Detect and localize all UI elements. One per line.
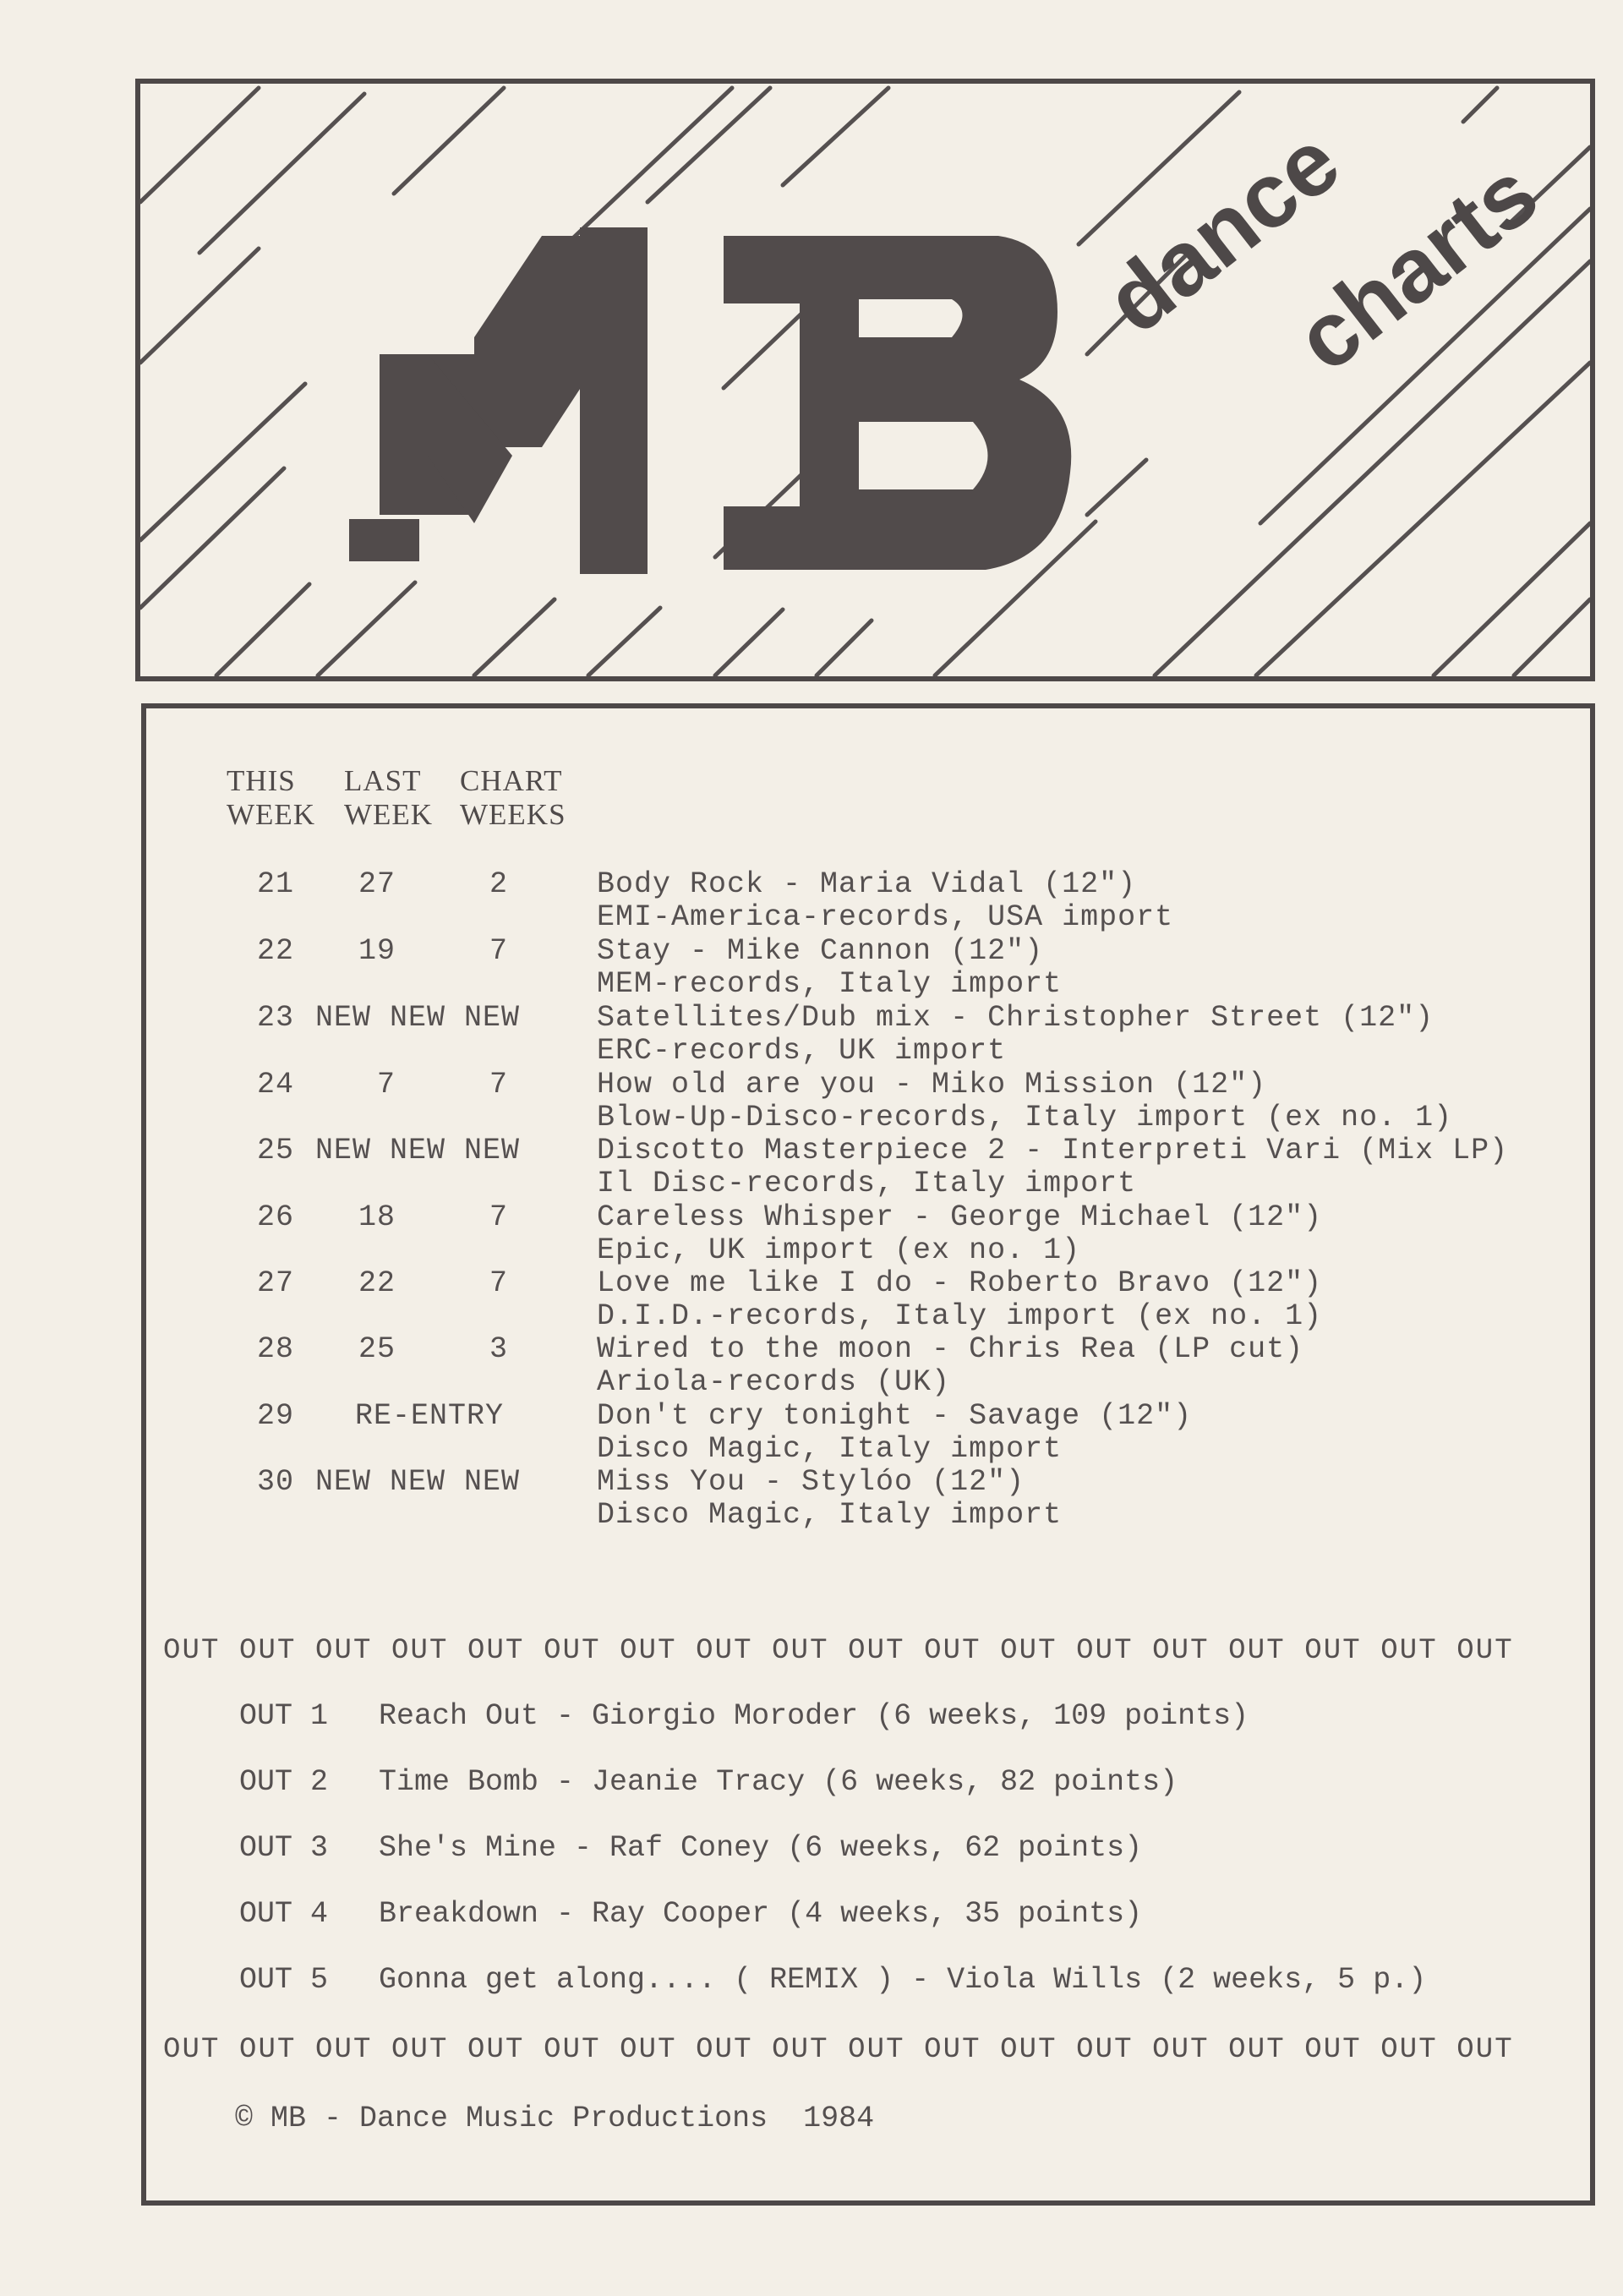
entry-new-status: NEW NEW NEW bbox=[315, 1001, 521, 1035]
entry-last-week: 22 bbox=[358, 1266, 396, 1300]
entry-this-week: 21 bbox=[256, 867, 294, 901]
out-entry-text: Time Bomb - Jeanie Tracy (6 weeks, 82 points) bbox=[379, 1765, 1178, 1799]
entry-label: EMI-America-records, USA import bbox=[597, 900, 1174, 934]
entry-label: ERC-records, UK import bbox=[597, 1034, 1007, 1068]
entry-label: Blow-Up-Disco-records, Italy import (ex no. 1) bbox=[597, 1101, 1453, 1134]
entry-chart-weeks: 2 bbox=[489, 867, 508, 901]
entry-this-week: 28 bbox=[256, 1332, 294, 1366]
entry-label: D.I.D.-records, Italy import (ex no. 1) bbox=[597, 1299, 1323, 1333]
entry-new-status: NEW NEW NEW bbox=[315, 1465, 521, 1499]
entry-chart-weeks: 7 bbox=[489, 1068, 508, 1102]
logo-artwork bbox=[140, 84, 1590, 676]
logo-header-box bbox=[135, 79, 1595, 681]
out-entry-label: OUT 2 bbox=[239, 1765, 329, 1799]
entry-last-week: 7 bbox=[376, 1068, 396, 1102]
entry-chart-weeks: 7 bbox=[489, 1266, 508, 1300]
entry-label: Il Disc-records, Italy import bbox=[597, 1167, 1137, 1200]
entry-title: Body Rock - Maria Vidal (12") bbox=[597, 867, 1137, 901]
entry-chart-weeks: 7 bbox=[489, 934, 508, 968]
out-entry-label: OUT 3 bbox=[239, 1831, 329, 1865]
logo-dance-text: dance bbox=[1086, 109, 1358, 353]
out-entry-text: Breakdown - Ray Cooper (4 weeks, 35 points) bbox=[379, 1897, 1143, 1931]
entry-last-week: 18 bbox=[358, 1200, 396, 1234]
entry-this-week: 24 bbox=[256, 1068, 294, 1102]
this-week-header-1: THIS bbox=[227, 764, 296, 797]
entry-label: Ariola-records (UK) bbox=[597, 1365, 951, 1399]
out-entry-label: OUT 5 bbox=[239, 1963, 329, 1997]
entry-chart-weeks: 7 bbox=[489, 1200, 508, 1234]
entry-this-week: 29 bbox=[256, 1399, 294, 1433]
entry-title: Careless Whisper - George Michael (12") bbox=[597, 1200, 1323, 1234]
out-entry-label: OUT 1 bbox=[239, 1699, 329, 1733]
entry-title: Discotto Masterpiece 2 - Interpreti Vari (Mix LP) bbox=[597, 1134, 1509, 1167]
entry-this-week: 30 bbox=[256, 1465, 294, 1499]
entry-title: Don't cry tonight - Savage (12") bbox=[597, 1399, 1193, 1433]
entry-title: How old are you - Miko Mission (12") bbox=[597, 1068, 1267, 1102]
entry-last-week: 19 bbox=[358, 934, 396, 968]
chart-box bbox=[141, 703, 1595, 2206]
entry-this-week: 26 bbox=[256, 1200, 294, 1234]
entry-this-week: 23 bbox=[256, 1001, 294, 1035]
entry-label: Epic, UK import (ex no. 1) bbox=[597, 1233, 1081, 1267]
out-banner-top: OUT OUT OUT OUT OUT OUT OUT OUT OUT OUT OUT OUT OUT OUT OUT OUT OUT OUT bbox=[163, 1635, 1514, 1667]
out-entry-text: Gonna get along.... ( REMIX ) - Viola Wills (2 weeks, 5 p.) bbox=[379, 1963, 1427, 1997]
entry-label: Disco Magic, Italy import bbox=[597, 1498, 1063, 1532]
chart-weeks-header-1: CHART bbox=[460, 764, 563, 797]
entry-new-status: NEW NEW NEW bbox=[315, 1134, 521, 1167]
logo-charts-text: charts bbox=[1276, 141, 1556, 391]
out-banner-bottom: OUT OUT OUT OUT OUT OUT OUT OUT OUT OUT OUT OUT OUT OUT OUT OUT OUT OUT bbox=[163, 2034, 1514, 2066]
entry-this-week: 27 bbox=[256, 1266, 294, 1300]
entry-title: Wired to the moon - Chris Rea (LP cut) bbox=[597, 1332, 1304, 1366]
entry-title: Satellites/Dub mix - Christopher Street (12") bbox=[597, 1001, 1434, 1035]
entry-chart-weeks: 3 bbox=[489, 1332, 508, 1366]
chart-weeks-header-2: WEEKS bbox=[460, 798, 566, 831]
this-week-header-2: WEEK bbox=[227, 798, 316, 831]
last-week-header-1: LAST bbox=[344, 764, 422, 797]
out-entry-text: Reach Out - Giorgio Moroder (6 weeks, 109 points) bbox=[379, 1699, 1249, 1733]
out-entry-label: OUT 4 bbox=[239, 1897, 329, 1931]
copyright-notice: © MB - Dance Music Productions 1984 bbox=[235, 2102, 875, 2135]
out-entry-text: She's Mine - Raf Coney (6 weeks, 62 points) bbox=[379, 1831, 1143, 1865]
entry-label: MEM-records, Italy import bbox=[597, 967, 1063, 1001]
entry-this-week: 25 bbox=[256, 1134, 294, 1167]
entry-title: Miss You - Stylóo (12") bbox=[597, 1465, 1025, 1499]
entry-title: Love me like I do - Roberto Bravo (12") bbox=[597, 1266, 1323, 1300]
entry-reentry-status: RE-ENTRY bbox=[355, 1399, 505, 1433]
last-week-header-2: WEEK bbox=[344, 798, 434, 831]
entry-this-week: 22 bbox=[256, 934, 294, 968]
entry-title: Stay - Mike Cannon (12") bbox=[597, 934, 1044, 968]
entry-last-week: 25 bbox=[358, 1332, 396, 1366]
entry-label: Disco Magic, Italy import bbox=[597, 1432, 1063, 1466]
entry-last-week: 27 bbox=[358, 867, 396, 901]
